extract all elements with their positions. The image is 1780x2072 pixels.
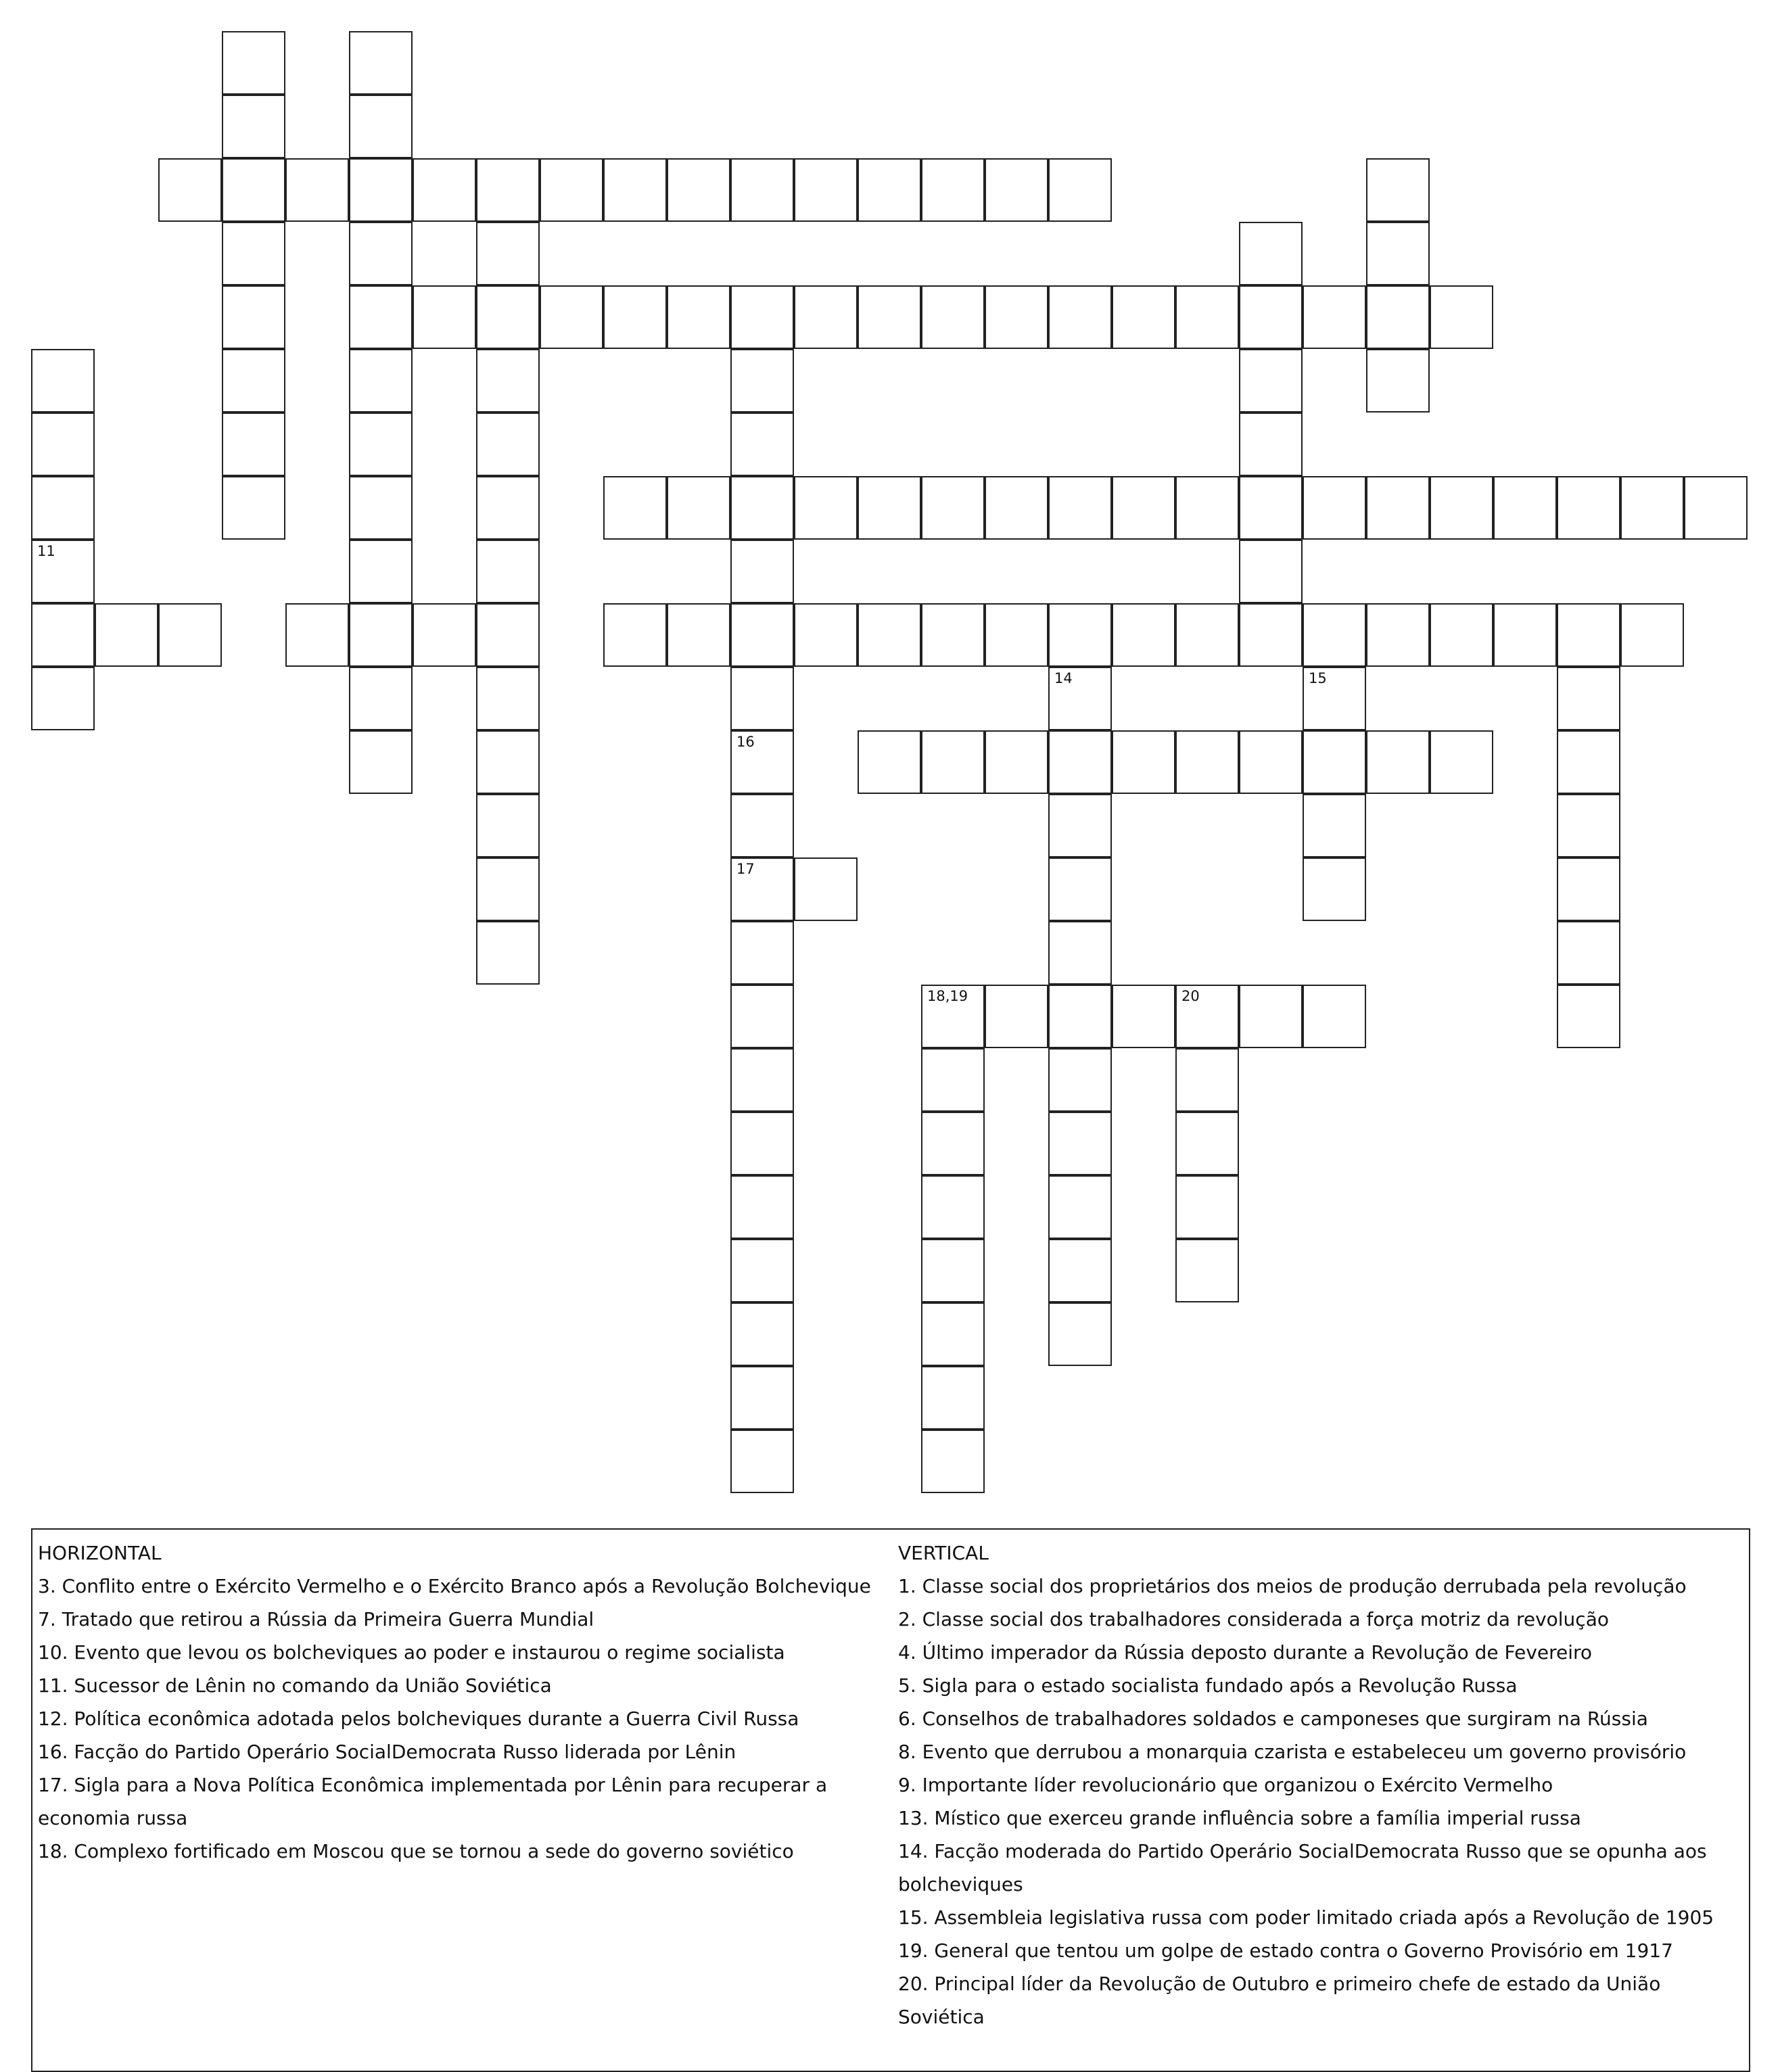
grid-cell[interactable]	[1239, 413, 1303, 476]
grid-cell[interactable]	[1239, 730, 1303, 794]
grid-cell[interactable]	[985, 603, 1048, 667]
clue-across-11: 11. Sucessor de Lênin no comando da União Soviética	[38, 1674, 552, 1697]
clue-down-9: 9. Importante líder revolucionário que organizou o Exército Vermelho	[898, 1774, 1553, 1796]
grid-cell[interactable]	[794, 285, 858, 349]
grid-cell[interactable]	[794, 476, 858, 540]
grid-cell[interactable]	[476, 158, 540, 222]
grid-cell[interactable]	[476, 540, 540, 603]
clue-number: 17	[736, 861, 755, 877]
grid-cell[interactable]	[1303, 857, 1366, 921]
grid-cell[interactable]	[413, 158, 476, 222]
grid-cell[interactable]	[31, 603, 95, 667]
clue-down-19: 19. General que tentou um golpe de estado contra o Governo Provisório em 1917	[898, 1939, 1673, 1962]
grid-cell[interactable]	[858, 285, 921, 349]
grid-cell[interactable]	[1239, 222, 1303, 285]
grid-cell[interactable]	[31, 349, 95, 413]
grid-cell[interactable]	[985, 285, 1048, 349]
grid-cell[interactable]	[985, 476, 1048, 540]
grid-cell[interactable]	[1175, 730, 1239, 794]
grid-cell[interactable]	[921, 730, 985, 794]
grid-cell[interactable]	[349, 285, 413, 349]
grid-cell[interactable]	[1239, 985, 1303, 1048]
grid-cell[interactable]	[285, 603, 349, 667]
clue-down-15: 15. Assembleia legislativa russa com poder limitado criada após a Revolução de 1905	[898, 1906, 1714, 1929]
grid-cell[interactable]	[1303, 794, 1366, 857]
grid-cell[interactable]	[540, 158, 603, 222]
grid-cell[interactable]	[1557, 603, 1620, 667]
grid-cell[interactable]	[349, 730, 413, 794]
grid-cell[interactable]	[1175, 1175, 1239, 1239]
clue-number: 20	[1181, 988, 1200, 1004]
grid-cell[interactable]	[349, 31, 413, 95]
grid-cell[interactable]	[1366, 603, 1430, 667]
grid-cell[interactable]	[1048, 1112, 1112, 1175]
clue-number: 15	[1309, 670, 1327, 686]
grid-cell[interactable]	[921, 1175, 985, 1239]
grid-cell[interactable]	[476, 603, 540, 667]
grid-cell[interactable]	[1366, 349, 1430, 413]
grid-cell[interactable]	[603, 476, 667, 540]
grid-cell[interactable]	[413, 285, 476, 349]
grid-cell[interactable]	[476, 921, 540, 985]
grid-cell[interactable]	[476, 794, 540, 857]
grid-cell[interactable]	[476, 413, 540, 476]
grid-cell[interactable]	[1048, 603, 1112, 667]
grid-cell[interactable]	[1493, 476, 1557, 540]
grid-cell[interactable]	[667, 158, 730, 222]
grid-cell[interactable]	[921, 985, 985, 1048]
grid-cell[interactable]	[1303, 667, 1366, 730]
clue-across-3: 3. Conflito entre o Exército Vermelho e o Exército Branco após a Revolução Bolchevique	[38, 1575, 871, 1597]
grid-cell[interactable]	[1048, 1048, 1112, 1112]
grid-cell[interactable]	[985, 730, 1048, 794]
horizontal-title: HORIZONTAL	[38, 1542, 162, 1564]
clue-down-4: 4. Último imperador da Rússia deposto durante a Revolução de Fevereiro	[898, 1641, 1593, 1664]
grid-cell[interactable]	[222, 31, 285, 95]
grid-cell[interactable]	[1366, 222, 1430, 285]
grid-cell[interactable]	[730, 540, 794, 603]
grid-cell[interactable]	[1112, 730, 1175, 794]
grid-cell[interactable]	[349, 476, 413, 540]
clue-across-7: 7. Tratado que retirou a Rússia da Primeira Guerra Mundial	[38, 1608, 594, 1630]
grid-cell[interactable]	[730, 1430, 794, 1493]
clue-down-5: 5. Sigla para o estado socialista fundado após a Revolução Russa	[898, 1674, 1518, 1697]
grid-cell[interactable]	[1048, 857, 1112, 921]
grid-cell[interactable]	[1366, 476, 1430, 540]
grid-cell[interactable]	[730, 158, 794, 222]
grid-cell[interactable]	[476, 857, 540, 921]
grid-cell[interactable]	[730, 1048, 794, 1112]
grid-cell[interactable]	[349, 667, 413, 730]
clue-across-10: 10. Evento que levou os bolcheviques ao poder e instaurou o regime socialista	[38, 1641, 785, 1664]
grid-cell[interactable]	[349, 603, 413, 667]
grid-cell[interactable]	[730, 1239, 794, 1302]
grid-cell[interactable]	[349, 158, 413, 222]
grid-cell[interactable]	[1048, 1302, 1112, 1366]
grid-cell[interactable]	[222, 158, 285, 222]
clue-number: 18,19	[927, 988, 968, 1004]
grid-cell[interactable]	[730, 985, 794, 1048]
grid-cell[interactable]	[921, 1048, 985, 1112]
grid-cell[interactable]	[1239, 285, 1303, 349]
grid-cell[interactable]	[1175, 1048, 1239, 1112]
clue-across-18: 18. Complexo fortificado em Moscou que se tornou a sede do governo soviético	[38, 1840, 794, 1862]
grid-cell[interactable]	[603, 285, 667, 349]
grid-cell[interactable]	[985, 985, 1048, 1048]
grid-cell[interactable]	[1430, 285, 1493, 349]
grid-cell[interactable]	[603, 158, 667, 222]
grid-cell[interactable]	[158, 158, 222, 222]
grid-cell[interactable]	[1048, 921, 1112, 985]
grid-cell[interactable]	[1048, 1175, 1112, 1239]
grid-cell[interactable]	[1684, 476, 1748, 540]
grid-cell[interactable]	[921, 158, 985, 222]
grid-cell[interactable]	[222, 476, 285, 540]
grid-cell[interactable]	[921, 285, 985, 349]
grid-cell[interactable]	[1303, 985, 1366, 1048]
grid-cell[interactable]	[1557, 794, 1620, 857]
grid-cell[interactable]	[476, 285, 540, 349]
grid-cell[interactable]	[858, 730, 921, 794]
vertical-title: VERTICAL	[898, 1542, 989, 1564]
grid-cell[interactable]	[730, 1366, 794, 1430]
vertical-clues	[898, 1536, 1743, 2033]
grid-cell[interactable]	[730, 730, 794, 794]
grid-cell[interactable]	[349, 413, 413, 476]
grid-cell[interactable]	[667, 476, 730, 540]
grid-cell[interactable]	[476, 476, 540, 540]
grid-cell[interactable]	[730, 1175, 794, 1239]
grid-cell[interactable]	[858, 603, 921, 667]
grid-cell[interactable]	[349, 222, 413, 285]
grid-cell[interactable]	[921, 1366, 985, 1430]
grid-cell[interactable]	[1048, 1239, 1112, 1302]
grid-cell[interactable]	[858, 476, 921, 540]
grid-cell[interactable]	[603, 603, 667, 667]
clue-across-17: 17. Sigla para a Nova Política Econômica implementada por Lênin para recuperar a economia russa	[38, 1774, 828, 1829]
grid-cell[interactable]	[1048, 730, 1112, 794]
grid-cell[interactable]	[730, 476, 794, 540]
grid-cell[interactable]	[1430, 476, 1493, 540]
grid-cell[interactable]	[730, 921, 794, 985]
grid-cell[interactable]	[730, 349, 794, 413]
grid-cell[interactable]	[1620, 476, 1684, 540]
grid-cell[interactable]	[31, 413, 95, 476]
grid-cell[interactable]	[222, 95, 285, 158]
grid-cell[interactable]	[730, 794, 794, 857]
grid-cell[interactable]	[476, 667, 540, 730]
grid-cell[interactable]	[413, 603, 476, 667]
grid-cell[interactable]	[1048, 794, 1112, 857]
grid-cell[interactable]	[1303, 730, 1366, 794]
grid-cell[interactable]	[476, 730, 540, 794]
clue-number: 11	[37, 543, 55, 559]
grid-cell[interactable]	[1557, 667, 1620, 730]
grid-cell[interactable]	[222, 222, 285, 285]
grid-cell[interactable]	[349, 95, 413, 158]
grid-cell[interactable]	[667, 285, 730, 349]
grid-cell[interactable]	[1175, 476, 1239, 540]
grid-cell[interactable]	[1557, 985, 1620, 1048]
grid-cell[interactable]	[730, 603, 794, 667]
grid-cell[interactable]	[1557, 730, 1620, 794]
grid-cell[interactable]	[1303, 603, 1366, 667]
grid-cell[interactable]	[1175, 1239, 1239, 1302]
grid-cell[interactable]	[1048, 667, 1112, 730]
clue-down-6: 6. Conselhos de trabalhadores soldados e camponeses que surgiram na Rússia	[898, 1708, 1648, 1730]
grid-cell[interactable]	[1112, 985, 1175, 1048]
grid-cell[interactable]	[95, 603, 158, 667]
grid-cell[interactable]	[921, 476, 985, 540]
grid-cell[interactable]	[1557, 921, 1620, 985]
grid-cell[interactable]	[1620, 603, 1684, 667]
grid-cell[interactable]	[921, 1430, 985, 1493]
grid-cell[interactable]	[1175, 1112, 1239, 1175]
grid-cell[interactable]	[31, 540, 95, 603]
grid-cell[interactable]	[1048, 285, 1112, 349]
clue-across-12: 12. Política econômica adotada pelos bolcheviques durante a Guerra Civil Russa	[38, 1708, 799, 1730]
clue-down-2: 2. Classe social dos trabalhadores considerada a força motriz da revolução	[898, 1608, 1609, 1630]
grid-cell[interactable]	[31, 476, 95, 540]
grid-cell[interactable]	[1112, 285, 1175, 349]
grid-cell[interactable]	[1048, 985, 1112, 1048]
grid-cell[interactable]	[730, 1302, 794, 1366]
grid-cell[interactable]	[794, 158, 858, 222]
grid-cell[interactable]	[1175, 285, 1239, 349]
grid-cell[interactable]	[476, 222, 540, 285]
grid-cell[interactable]	[985, 158, 1048, 222]
clue-across-16: 16. Facção do Partido Operário SocialDemocrata Russo liderada por Lênin	[38, 1741, 736, 1763]
clue-down-14: 14. Facção moderada do Partido Operário SocialDemocrata Russo que se opunha aos bolcheviques	[898, 1840, 1707, 1896]
grid-cell[interactable]	[1239, 603, 1303, 667]
grid-cell[interactable]	[1493, 603, 1557, 667]
grid-cell[interactable]	[349, 540, 413, 603]
grid-cell[interactable]	[730, 857, 794, 921]
grid-cell[interactable]	[222, 349, 285, 413]
grid-cell[interactable]	[222, 413, 285, 476]
grid-cell[interactable]	[1175, 603, 1239, 667]
grid-cell[interactable]	[1048, 476, 1112, 540]
clue-down-1: 1. Classe social dos proprietários dos meios de produção derrubada pela revolução	[898, 1575, 1687, 1597]
grid-cell[interactable]	[1366, 730, 1430, 794]
grid-cell[interactable]	[31, 667, 95, 730]
grid-cell[interactable]	[730, 1112, 794, 1175]
grid-cell[interactable]	[1430, 730, 1493, 794]
grid-cell[interactable]	[730, 413, 794, 476]
grid-cell[interactable]	[794, 857, 858, 921]
grid-cell[interactable]	[222, 285, 285, 349]
grid-cell[interactable]	[1239, 540, 1303, 603]
horizontal-clues	[38, 1536, 910, 1868]
grid-cell[interactable]	[794, 603, 858, 667]
grid-cell[interactable]	[158, 603, 222, 667]
grid-cell[interactable]	[476, 349, 540, 413]
grid-cell[interactable]	[1366, 158, 1430, 222]
grid-cell[interactable]	[921, 603, 985, 667]
clue-down-20: 20. Principal líder da Revolução de Outubro e primeiro chefe de estado da União Soviética	[898, 1973, 1661, 2028]
grid-cell[interactable]	[921, 1112, 985, 1175]
clue-number: 16	[736, 734, 755, 750]
grid-cell[interactable]	[730, 285, 794, 349]
grid-cell[interactable]	[1430, 603, 1493, 667]
clue-down-8: 8. Evento que derrubou a monarquia czarista e estabeleceu um governo provisório	[898, 1741, 1687, 1763]
clue-number: 14	[1054, 670, 1073, 686]
grid-cell[interactable]	[667, 603, 730, 667]
grid-cell[interactable]	[1557, 476, 1620, 540]
clues-panel	[31, 1528, 1750, 2072]
grid-cell[interactable]	[921, 1239, 985, 1302]
grid-cell[interactable]	[1557, 857, 1620, 921]
grid-cell[interactable]	[858, 158, 921, 222]
grid-cell[interactable]	[540, 285, 603, 349]
grid-cell[interactable]	[1239, 349, 1303, 413]
grid-cell[interactable]	[1112, 476, 1175, 540]
grid-cell[interactable]	[349, 349, 413, 413]
grid-cell[interactable]	[730, 667, 794, 730]
grid-cell[interactable]	[1048, 158, 1112, 222]
grid-cell[interactable]	[1175, 985, 1239, 1048]
grid-cell[interactable]	[1112, 603, 1175, 667]
grid-cell[interactable]	[1239, 476, 1303, 540]
grid-cell[interactable]	[285, 158, 349, 222]
grid-cell[interactable]	[1303, 476, 1366, 540]
clue-down-13: 13. Místico que exerceu grande influência sobre a família imperial russa	[898, 1807, 1581, 1829]
grid-cell[interactable]	[1303, 285, 1366, 349]
grid-cell[interactable]	[1366, 285, 1430, 349]
grid-cell[interactable]	[921, 1302, 985, 1366]
